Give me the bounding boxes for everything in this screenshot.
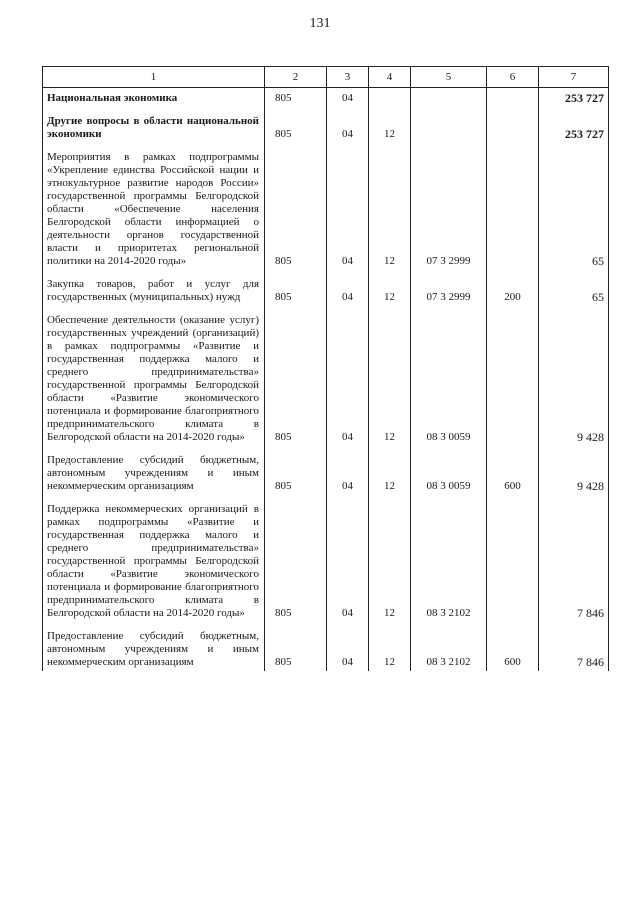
row-expense-type: 200 [487, 270, 539, 306]
row-subsection: 12 [369, 143, 411, 270]
row-expense-type [487, 88, 539, 108]
row-target-article: 08 3 0059 [411, 446, 487, 495]
row-admin-code: 805 [265, 495, 327, 622]
row-subsection: 12 [369, 107, 411, 143]
row-name: Предоставление субсидий бюджетным, автономным учреждениям и иным некоммерческим организациям [43, 446, 265, 495]
row-section: 04 [327, 88, 369, 108]
page-number: 131 [309, 16, 331, 31]
table-row [43, 446, 609, 495]
row-subsection: 12 [369, 446, 411, 495]
table-header-row [43, 67, 609, 88]
row-admin-code: 805 [265, 107, 327, 143]
row-amount: 7 846 [539, 495, 609, 622]
column-header: 3 [327, 67, 369, 88]
column-header: 5 [411, 67, 487, 88]
table-row [43, 270, 609, 306]
row-admin-code: 805 [265, 88, 327, 108]
row-name: Обеспечение деятельности (оказание услуг) государственных учреждений (организаций) в рамках подпрограммы «Развитие и государственная поддержка малого и среднего предпринимательства» государственной программы Белгородской области «Развитие экономического потенциала и формирование благоприятного предпринимательского климата в Белгородской области на 2014-2020 годы» [43, 306, 265, 446]
row-target-article: 08 3 2102 [411, 622, 487, 671]
row-subsection: 12 [369, 622, 411, 671]
column-header: 1 [43, 67, 265, 88]
table-row [43, 88, 609, 108]
row-target-article: 08 3 0059 [411, 306, 487, 446]
row-subsection: 12 [369, 270, 411, 306]
row-name: Другие вопросы в области национальной экономики [43, 107, 265, 143]
column-header: 2 [265, 67, 327, 88]
column-header: 7 [539, 67, 609, 88]
column-header: 6 [487, 67, 539, 88]
row-subsection [369, 88, 411, 108]
row-target-article: 07 3 2999 [411, 270, 487, 306]
row-target-article: 07 3 2999 [411, 143, 487, 270]
row-section: 04 [327, 622, 369, 671]
row-admin-code: 805 [265, 270, 327, 306]
budget-table [42, 66, 609, 671]
table-row [43, 306, 609, 446]
row-amount: 253 727 [539, 107, 609, 143]
row-name: Поддержка некоммерческих организаций в рамках подпрограммы «Развитие и государственная поддержка малого и среднего предпринимательства» государственной программы Белгородской области «Развитие экономического потенциала и формирование благоприятного предпринимательского климата в Белгородской области на 2014-2020 годы» [43, 495, 265, 622]
row-subsection: 12 [369, 306, 411, 446]
row-admin-code: 805 [265, 622, 327, 671]
column-header: 4 [369, 67, 411, 88]
row-name: Предоставление субсидий бюджетным, автономным учреждениям и иным некоммерческим организациям [43, 622, 265, 671]
table-row [43, 622, 609, 671]
row-target-article [411, 88, 487, 108]
row-expense-type [487, 495, 539, 622]
row-name: Закупка товаров, работ и услуг для государственных (муниципальных) нужд [43, 270, 265, 306]
row-expense-type [487, 107, 539, 143]
row-amount: 253 727 [539, 88, 609, 108]
row-amount: 9 428 [539, 446, 609, 495]
row-admin-code: 805 [265, 143, 327, 270]
row-target-article [411, 107, 487, 143]
row-name: Мероприятия в рамках подпрограммы «Укрепление единства Российской нации и этнокультурное развитие народов России» государственной программы Белгородской области «Обеспечение населения Белгородской области информацией о деятельности органов государственной власти и приоритетах региональной политики на 2014-2020 годы» [43, 143, 265, 270]
row-amount: 65 [539, 270, 609, 306]
row-section: 04 [327, 446, 369, 495]
table-row [43, 495, 609, 622]
row-name: Национальная экономика [43, 88, 265, 108]
row-amount: 7 846 [539, 622, 609, 671]
row-amount: 9 428 [539, 306, 609, 446]
row-expense-type: 600 [487, 446, 539, 495]
row-admin-code: 805 [265, 306, 327, 446]
table-row [43, 143, 609, 270]
row-expense-type: 600 [487, 622, 539, 671]
row-expense-type [487, 143, 539, 270]
row-section: 04 [327, 495, 369, 622]
row-admin-code: 805 [265, 446, 327, 495]
row-amount: 65 [539, 143, 609, 270]
row-expense-type [487, 306, 539, 446]
row-section: 04 [327, 107, 369, 143]
row-section: 04 [327, 143, 369, 270]
row-target-article: 08 3 2102 [411, 495, 487, 622]
table-row [43, 107, 609, 143]
row-section: 04 [327, 306, 369, 446]
row-subsection: 12 [369, 495, 411, 622]
row-section: 04 [327, 270, 369, 306]
